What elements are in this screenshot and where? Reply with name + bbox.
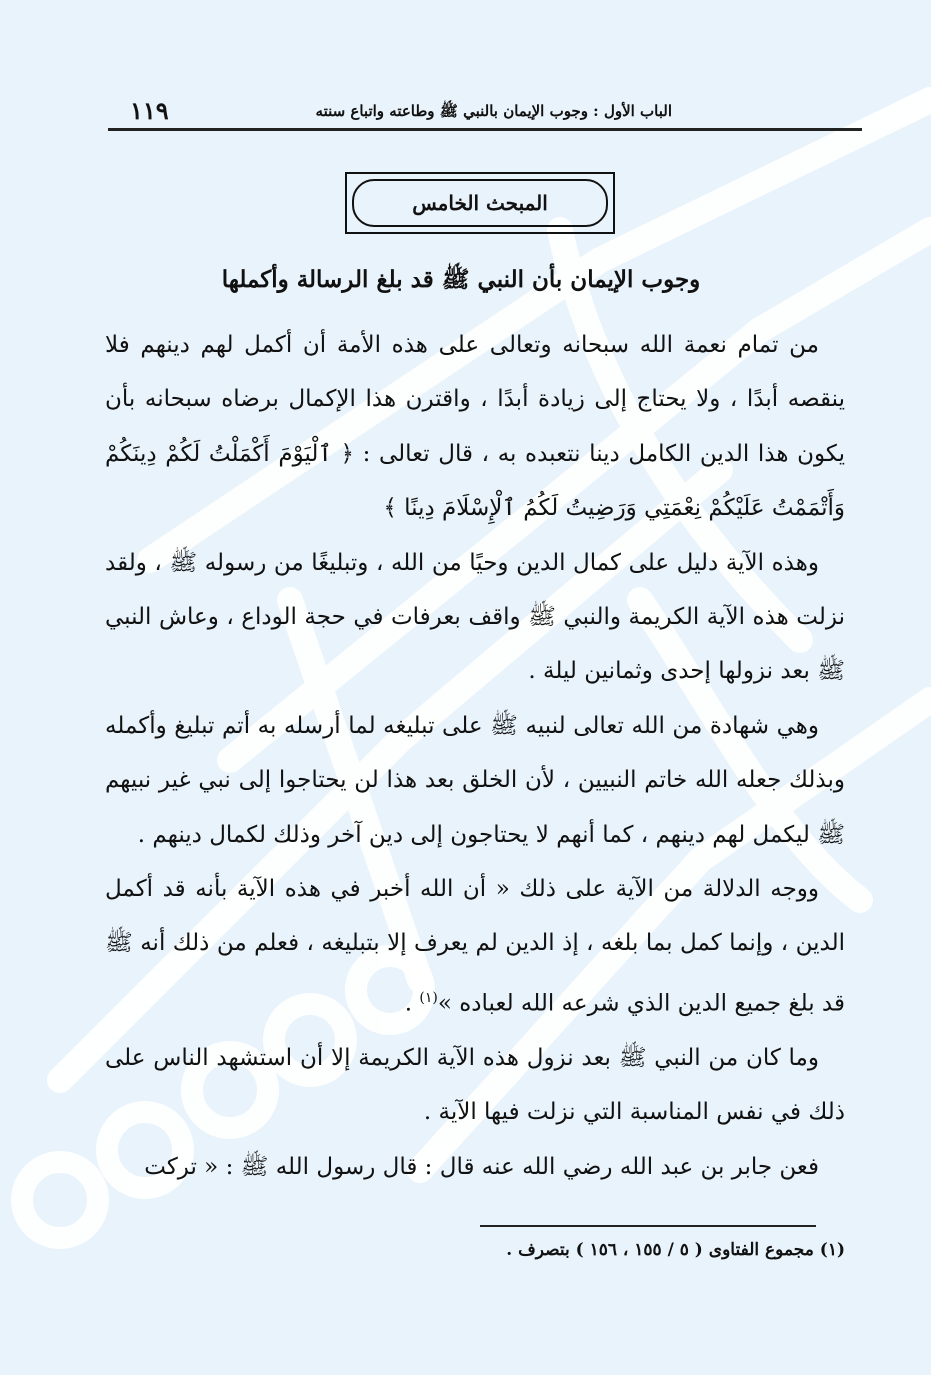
running-header [108,92,862,128]
paragraph-with-footnote: ووجه الدلالة من الآية على ذلك « أن الله أخبر في هذه الآية بأنه قد أكمل الدين ، وإنما كمل بما بلغه ، إذ الدين لم يعرف إلا بتبليغه ، فعلم من ذلك أنه ﷺ قد بلغ جميع الدين الذي شرعه الله لعباده »$^{(١)}$ . [105,876,845,1017]
section-title: المبحث الخامس [412,191,548,215]
paragraph: وهي شهادة من الله تعالى لنبيه ﷺ على تبليغه لما أرسله به أتم تبليغ وأكمله وبذلك جعله الله خاتم النبيين ، لأن الخلق بعد هذا لن يحتاجوا إلى نبي غير نبيهم ﷺ ليكمل لهم دينهم ، كما أنهم لا يحتاجون إلى دين آخر وذلك لكمال دينهم . [105,712,845,848]
chapter-heading: وجوب الإيمان بأن النبي ﷺ قد بلغ الرسالة وأكملها [221,266,701,293]
footnote-marker: (١) [419,989,438,1006]
footnote-rule [480,1225,816,1227]
paragraph: وهذه الآية دليل على كمال الدين وحيًا من الله ، وتبليغًا من رسوله ﷺ ، ولقد نزلت هذه الآية الكريمة والنبي ﷺ واقف بعرفات في حجة الوداع ، وعاش النبي ﷺ بعد نزولها إحدى وثمانين ليلة . [105,549,845,685]
header-rule [108,128,862,131]
section-title-inner-frame [352,179,608,227]
paragraph-text: ووجه الدلالة من الآية على ذلك « أن الله أخبر في هذه الآية بأنه قد أكمل الدين ، وإنما كمل بما بلغه ، إذ الدين لم يعرف إلا بتبليغه ، فعلم من ذلك أنه ﷺ قد بلغ جميع الدين الذي شرعه الله لعباده » [105,876,845,1017]
paragraph: من تمام نعمة الله سبحانه وتعالى على هذه الأمة أن أكمل لهم دينهم فلا ينقصه أبدًا ، ولا يحتاج إلى زيادة أبدًا ، واقترن هذا الإكمال برضاه سبحانه بأن يكون هذا الدين الكامل دينا نتعبده به ، قال تعالى : ﴿ ٱلْيَوْمَ أَكْمَلْتُ لَكُمْ دِينَكُمْ وَأَتْمَمْتُ عَلَيْكُمْ نِعْمَتِي وَرَضِيتُ لَكُمُ ٱلْإِسْلَامَ دِينًا ﴾ [105,332,845,522]
page-number: ١١٩ [130,96,169,125]
running-header-title: الباب الأول : وجوب الإيمان بالنبي ﷺ وطاعته واتباع سنته [315,102,672,120]
paragraph: فعن جابر بن عبد الله رضي الله عنه قال : قال رسول الله ﷺ : « تركت [144,1153,819,1180]
footnote: (١) مجموع الفتاوى ( ٥ / ١٥٥ ، ١٥٦ ) بتصرف . [506,1240,845,1260]
paragraph: وما كان من النبي ﷺ بعد نزول هذه الآية الكريمة إلا أن استشهد الناس على ذلك في نفس المناسبة التي نزلت فيها الآية . [105,1044,845,1126]
section-title-box [345,172,615,234]
body-text [105,318,845,1194]
